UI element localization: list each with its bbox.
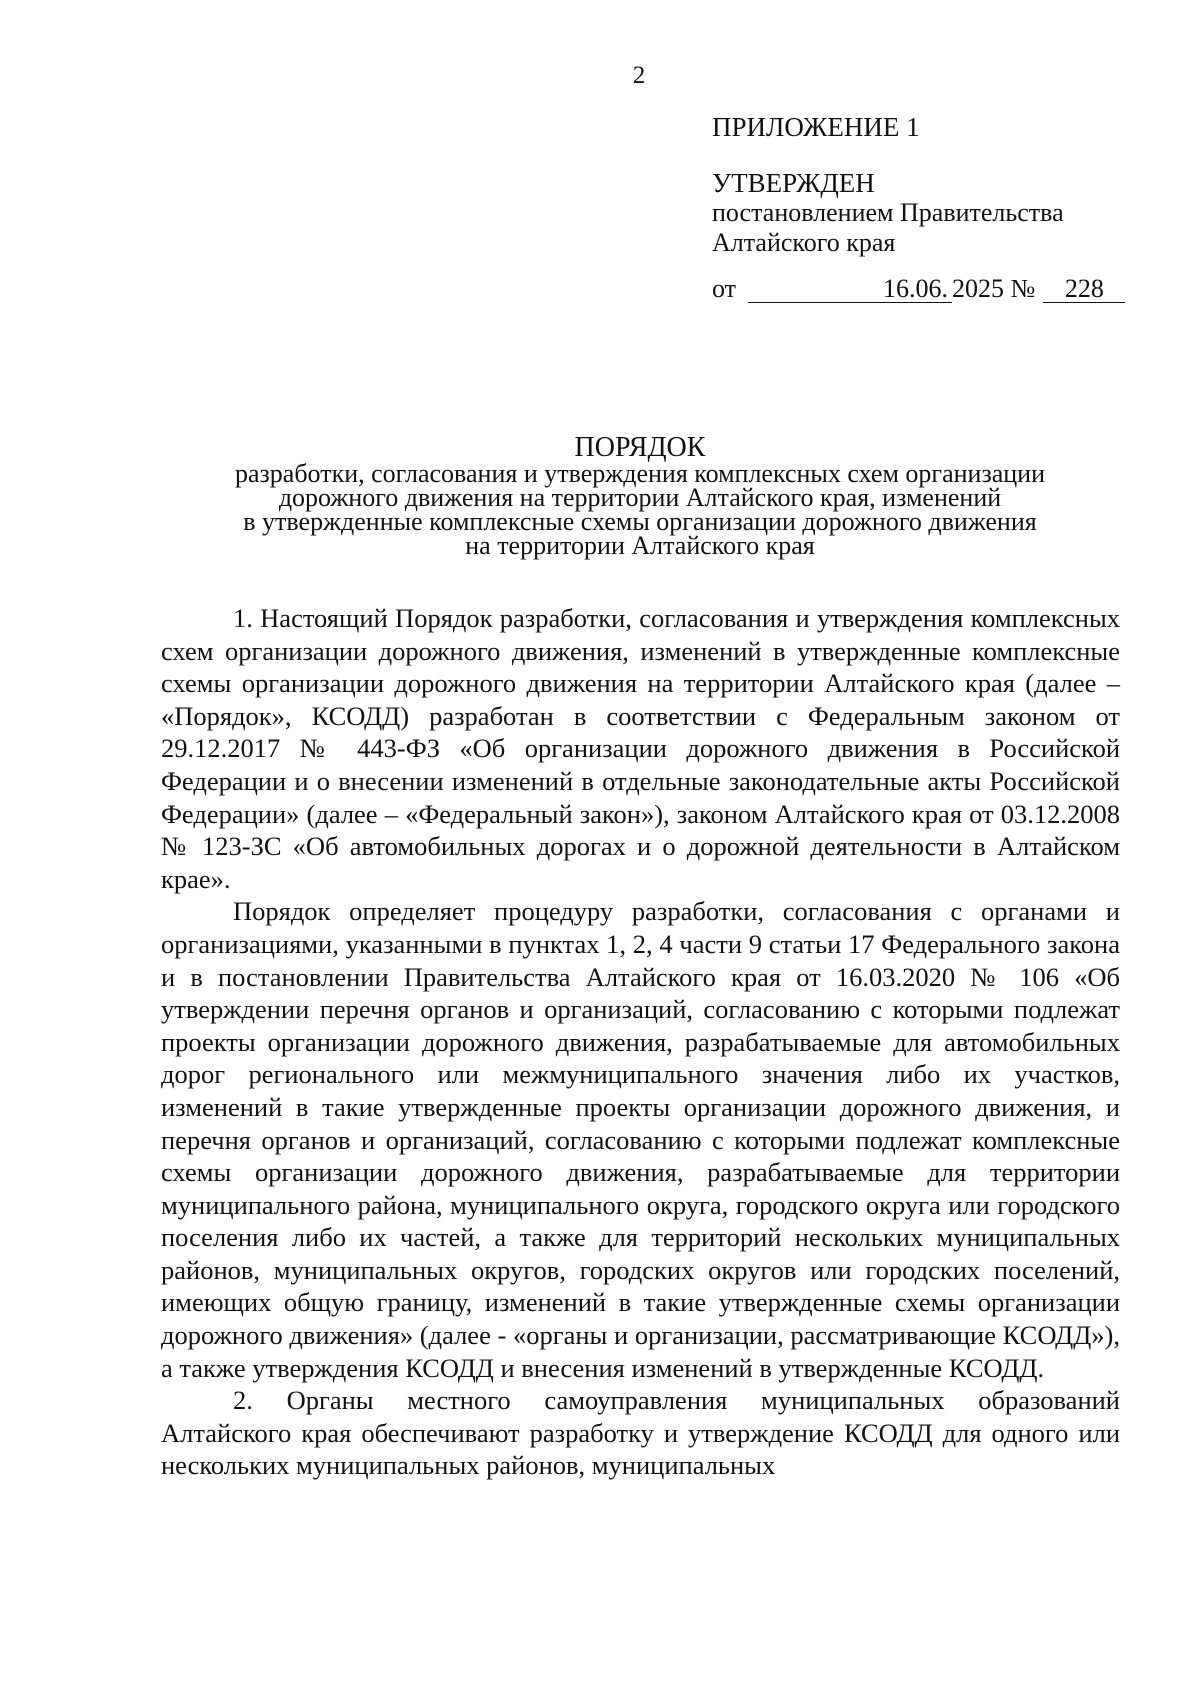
paragraph-1: 1. Настоящий Порядок разработки, согласования и утверждения комплексных схем организации дорожного движения, изменений в утвержденные комплексные схемы организации дорожного движения на территории Алтайского края (далее – «Порядок», КСОДД) разработан в соответствии с Федеральным законом от 29.12.2017 № 443-ФЗ «Об организации дорожного движения в Российской Федерации и о внесении изменений в отдельные законодательные акты Российской Федерации» (далее – «Федеральный закон»), законом Алтайского края от 03.12.2008 № 123-ЗС «Об автомобильных дорогах и о дорожной деятельности в Алтайском крае».: [161, 603, 1120, 894]
approval-date-line: [712, 274, 1142, 304]
approval-year-number-sign: 2025 №: [952, 274, 1036, 303]
document-title: [140, 432, 1140, 560]
title-line-1: разработки, согласования и утверждения комплексных схем организации: [234, 459, 1046, 488]
title-main: ПОРЯДОК: [574, 432, 706, 463]
annex-label: ПРИЛОЖЕНИЕ 1: [712, 112, 920, 142]
paragraph-3: 2. Органы местного самоуправления муниципальных образований Алтайского края обеспечивают разработку и утверждение КСОДД для одного или нескольких муниципальных районов, муниципальных: [161, 1385, 1120, 1481]
title-line-2: дорожного движения на территории Алтайского края, изменений: [278, 483, 1002, 512]
date-prefix: от: [712, 274, 737, 303]
approval-doc-number: 228: [1043, 276, 1125, 303]
document-body: [161, 602, 1120, 1482]
approved-label: УТВЕРЖДЕН: [712, 168, 875, 198]
issuer-line-1: постановлением Правительства: [712, 198, 1064, 227]
approval-stamp: [712, 112, 1142, 304]
approval-date: 16.06.: [748, 276, 952, 303]
paragraph-2: Порядок определяет процедуру разработки, согласования с органами и организациями, указанными в пунктах 1, 2, 4 части 9 статьи 17 Федерального закона и в постановлении Правительства Алтайского края от 16.03.2020 № 106 «Об утверждении перечня органов и организаций, согласованию с которыми подлежат проекты организации дорожного движения, разрабатываемые для автомобильных дорог регионального или межмуниципального значения либо их участков, изменений в такие утвержденные проекты организации дорожного движения, и перечня органов и организаций, согласованию с которыми подлежат комплексные схемы организации дорожного движения, разрабатываемые для территории муниципального района, муниципального округа, городского округа или городского поселения либо их частей, а также для территорий нескольких муниципальных районов, муниципальных округов, городских округов или городских поселений, имеющих общую границу, изменений в такие утвержденные схемы организации дорожного движения» (далее - «органы и организации, рассматривающие КСОДД»), а также утверждения КСОДД и внесения изменений в утвержденные КСОДД.: [161, 896, 1120, 1383]
page-number: 2: [632, 62, 646, 89]
title-line-4: на территории Алтайского края: [465, 531, 815, 560]
title-line-3: в утвержденные комплексные схемы организации дорожного движения: [243, 507, 1037, 536]
issuer-line-2: Алтайского края: [712, 228, 896, 257]
